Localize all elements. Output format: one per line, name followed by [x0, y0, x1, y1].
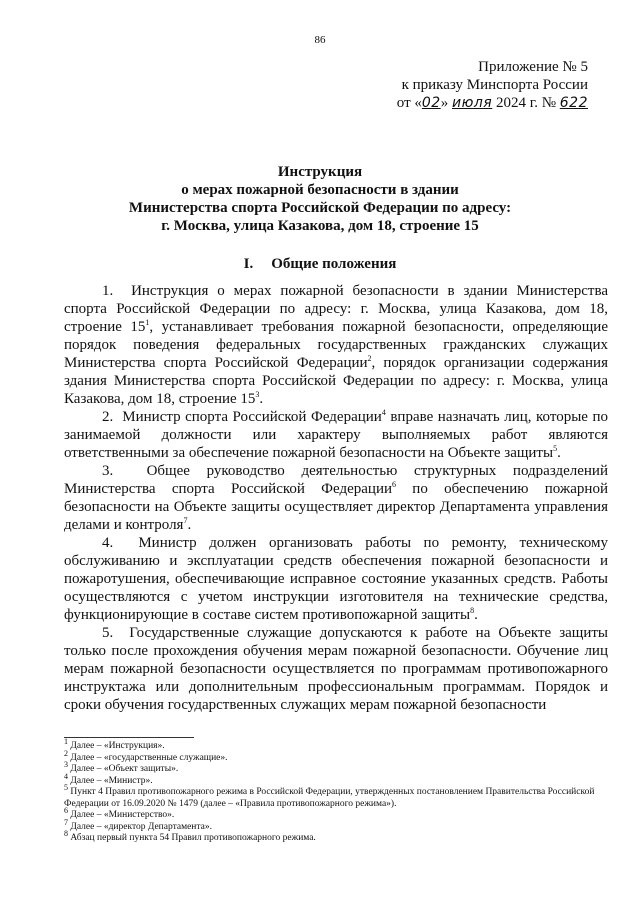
p2-text-c: .	[557, 445, 561, 461]
footnote-ref: 8	[470, 606, 475, 615]
footnote-number: 3	[64, 759, 68, 769]
handwritten-month: июля	[451, 95, 493, 111]
footnote-number: 5	[64, 782, 68, 792]
footnote-item	[64, 817, 608, 834]
handwritten-day: 02	[421, 95, 441, 111]
footnote-ref: 7	[183, 516, 188, 525]
footnotes	[64, 736, 608, 845]
paragraph-5	[64, 624, 608, 714]
footnote-text: Далее – «Инструкция».	[68, 741, 165, 751]
p4-text-b: .	[474, 607, 478, 623]
document-title	[60, 163, 580, 235]
footnote-ref: 6	[392, 480, 397, 489]
footnote-item	[64, 759, 608, 776]
footnote-text: Далее – «Объект защиты».	[68, 764, 179, 774]
footnote-number: 7	[64, 817, 68, 827]
paragraph-3	[64, 462, 608, 534]
handwritten-order-number: 622	[559, 95, 588, 111]
p2-text-b: вправе назначать лиц, которые по занимаемой должности или характеру выполняемых работ являются ответственными за обеспечение пожарной безопасности на Объекте защиты	[64, 409, 608, 461]
title-line-2: о мерах пожарной безопасности в здании	[181, 182, 459, 198]
footnote-number: 8	[64, 828, 68, 838]
footnote-number: 6	[64, 805, 68, 815]
section-heading	[60, 256, 580, 273]
footnote-ref: 3	[255, 390, 260, 399]
footnote-item	[64, 805, 608, 822]
footnote-number: 1	[64, 736, 68, 746]
footnote-ref: 4	[381, 408, 386, 417]
footnote-item	[64, 782, 608, 810]
p1-text-d: .	[259, 391, 264, 407]
title-line-1: Инструкция	[277, 164, 363, 180]
date-prefix: от «	[396, 95, 422, 111]
footnote-text: Далее – «государственные служащие».	[68, 752, 228, 763]
paragraph-4	[64, 534, 608, 624]
paragraph-2	[64, 408, 608, 462]
p4-text-a: 4. Министр должен организовать работы по ремонту, техническому обслуживанию и эксплуатации средств обеспечения пожарной безопасности и пожаротушения, обеспечивающие исправное состояние указанных средств. Работы осуществляются с учетом инструкции изготовителя на технические средства, функционирующие в составе систем противопожарной защиты	[64, 535, 608, 623]
paragraph-1	[64, 282, 608, 408]
p1-text-a: 1. Инструкция о мерах пожарной безопасности в здании Министерства спорта Российской Федерации по адресу: г. Москва, улица Казакова, дом 18, строение 15	[64, 283, 608, 335]
p1-text-c: , порядок организации содержания здания Министерства спорта Российской Федерации по адресу: г. Москва, улица Казакова, дом 18, строение 15	[64, 355, 608, 407]
p2-text-a: 2. Министр спорта Российской Федерации	[102, 409, 382, 425]
date-mid: »	[440, 95, 452, 111]
p1-text-b: , устанавливает требования пожарной безопасности, определяющие порядок поведения федеральных государственных гражданских служащих Министерства спорта Российской Федерации	[64, 319, 608, 371]
footnote-item	[64, 748, 608, 765]
footnote-text: Пункт 4 Правил противопожарного режима в Российской Федерации, утвержденных постановлением Правительства Российской Федерации от 16.09.2020 № 1479 (далее – «Правила противопожарного режима»).	[64, 787, 595, 809]
title-line-3: Министерства спорта Российской Федерации по адресу:	[128, 200, 512, 216]
footnote-divider	[64, 737, 194, 738]
footnote-item	[64, 736, 608, 753]
footnote-text: Далее – «Министерство».	[68, 810, 175, 820]
page-number: 86	[314, 34, 326, 46]
p5-text-a: 5. Государственные служащие допускаются к работе на Объекте защиты только после прохождения обучения мерам пожарной безопасности. Обучение лиц мерам пожарной безопасности осуществляется по программам противопожарного инструктажа или дополнительным профессиональным программам. Порядок и сроки обучения государственных служащих мерам пожарной безопасности	[64, 625, 608, 713]
footnote-text: Далее – «директор Департамента».	[68, 821, 212, 832]
appendix-order-ref: к приказу Минспорта России	[401, 77, 588, 93]
section-title: Общие положения	[271, 256, 397, 272]
footnote-ref: 1	[145, 318, 150, 327]
p3-text-c: .	[187, 517, 192, 533]
footnote-text: Абзац первый пункта 54 Правил противопожарного режима.	[68, 833, 316, 843]
section-number: I.	[243, 256, 254, 272]
appendix-header	[328, 58, 588, 112]
footnote-text: Далее – «Министр».	[68, 775, 153, 786]
document-body	[64, 282, 608, 714]
appendix-date-line	[328, 94, 588, 112]
appendix-title: Приложение № 5	[478, 59, 588, 75]
footnote-item	[64, 828, 608, 845]
footnote-ref: 5	[553, 444, 558, 453]
title-line-4: г. Москва, улица Казакова, дом 18, строение 15	[161, 218, 479, 234]
date-year: 2024 г. №	[492, 95, 560, 111]
p3-text-a: 3. Общее руководство деятельностью структурных подразделений Министерства спорта Российской Федерации	[64, 463, 608, 497]
footnote-number: 2	[64, 748, 68, 758]
p3-text-b: по обеспечению пожарной безопасности на Объекте защиты осуществляет директор Департамента управления делами и контроля	[64, 481, 608, 533]
footnote-item	[64, 771, 608, 788]
footnote-number: 4	[64, 771, 68, 781]
footnote-ref: 2	[367, 354, 372, 363]
